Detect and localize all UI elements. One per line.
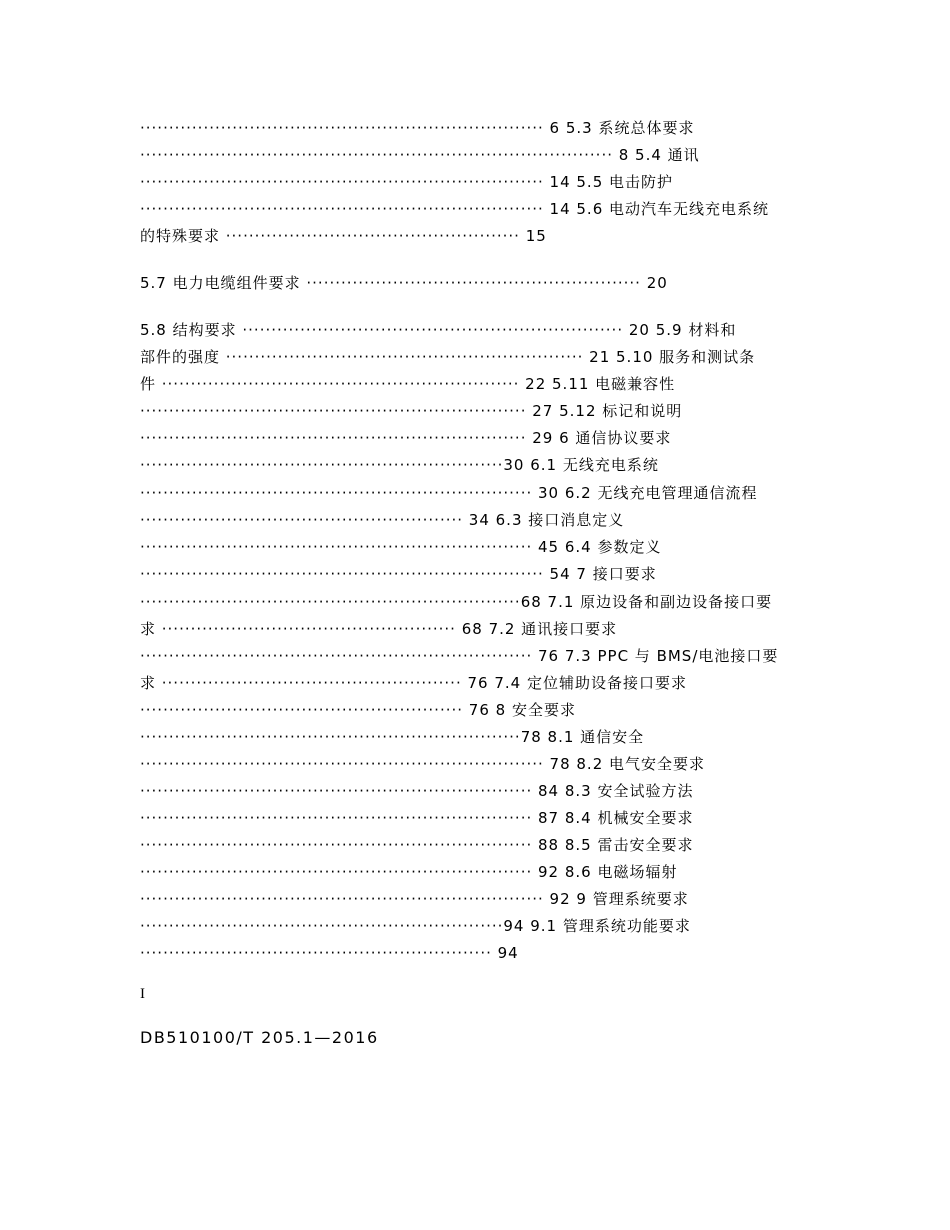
toc-line: ···································································· 30 6.2 无线充电管理通信流程 [140,484,758,502]
toc-line: 5.7 电力电缆组件要求 ·························································· 20 [140,274,668,292]
toc-line: ···································································· 87 8.4 机械安全要求 [140,809,694,827]
toc-line: 5.8 结构要求 ·································································· 20 5.9 材料和 [140,321,737,339]
toc-line: ······································································ 92 9 管理系统要求 [140,890,689,908]
toc-line: ···································································· 84 8.3 安全试验方法 [140,782,694,800]
document-code: DB510100/T 205.1—2016 [140,1028,379,1047]
toc-line: ························································ 76 8 安全要求 [140,701,576,719]
toc-line: ·················································································· 8 5.4 通讯 [140,146,700,164]
toc-line: 求 ···················································· 76 7.4 定位辅助设备接口要求 [140,674,687,692]
toc-line: ····························································· 94 [140,944,519,962]
toc-line: ·······························································94 9.1 管理系统功能要求 [140,917,691,935]
toc-line: ···································································· 92 8.6 电磁场辐射 [140,863,678,881]
toc-line: ·······························································30 6.1 无线充电系统 [140,456,659,474]
toc-line: 求 ··················································· 68 7.2 通讯接口要求 [140,620,618,638]
toc-line: ··································································· 27 5.12 标记和说明 [140,402,683,420]
toc-line: ··································································68 7.1 原边设备和副边设备接口要 [140,593,773,611]
toc-line: ························································ 34 6.3 接口消息定义 [140,511,625,529]
toc-line: ······································································ 78 8.2 电气安全要求 [140,755,706,773]
toc-line: ···································································· 45 6.4 参数定义 [140,538,662,556]
toc-line: 件 ······························································ 22 5.11 电磁兼容性 [140,375,676,393]
toc-line: ··································································· 29 6 通信协议要求 [140,429,672,447]
toc-line: ······································································ 14 5.6 电动汽车无线充电系统 [140,200,770,218]
toc-line: 部件的强度 ······························································ 21 5.10 服务和测试条 [140,348,756,366]
toc-line: ······································································ 14 5.5 电击防护 [140,173,674,191]
toc-line: ······································································ 6 5.3 系统总体要求 [140,119,695,137]
toc-line: ······································································ 54 7 接口要求 [140,565,657,583]
toc-line: ···································································· 76 7.3 PPC 与 BMS/电池接口要 [140,647,779,665]
page-number-marker: I [140,986,145,1002]
toc-line: 的特殊要求 ··················································· 15 [140,227,547,245]
toc-line: ··································································78 8.1 通信安全 [140,728,645,746]
toc-line: ···································································· 88 8.5 雷击安全要求 [140,836,694,854]
